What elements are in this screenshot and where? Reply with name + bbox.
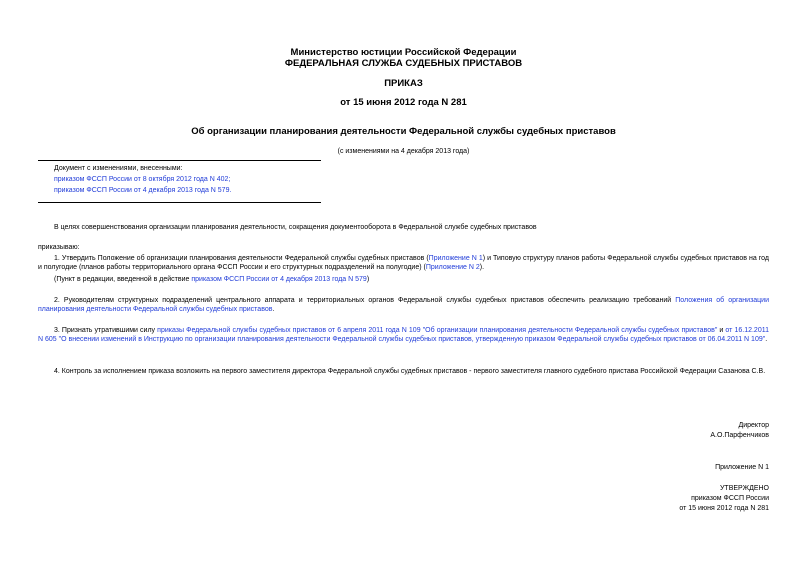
paragraph-1-note (54, 275, 369, 284)
date-number-heading: от 15 июня 2012 года N 281 (340, 97, 467, 108)
amendment-link-1[interactable]: приказом ФССП России от 8 октября 2012 года N 402; (54, 176, 231, 183)
document-title: Об организации планирования деятельности Федеральной службы судебных приставов (191, 126, 616, 137)
order-word: приказываю: (38, 244, 80, 251)
service-heading: ФЕДЕРАЛЬНАЯ СЛУЖБА СУДЕБНЫХ ПРИСТАВОВ (284, 58, 523, 69)
changes-intro: Документ с изменениями, внесенными: (54, 165, 183, 172)
p1-note-text: (Пункт в редакции, введенной в действие (54, 276, 192, 283)
regulation-link[interactable]: Положения об организации планирования деятельности Федеральной службы судебных приставов (38, 297, 769, 314)
doc-type-heading: ПРИКАЗ (384, 78, 423, 89)
signature-position: Директор (738, 422, 769, 429)
appendix-date: от 15 июня 2012 года N 281 (679, 505, 769, 512)
p3-text-3: . (765, 336, 768, 344)
order-109-link[interactable]: приказы Федеральной службы судебных приставов от 6 апреля 2011 года N 109 "Об организации планирования деятельности Федеральной службы судебных приставов" (157, 327, 718, 334)
p3-text-1: 3. Признать утратившими силу (54, 327, 158, 334)
p2-text-2: . (272, 306, 275, 314)
appendix-by-order: приказом ФССП России (691, 495, 769, 502)
paragraph-3 (38, 326, 769, 345)
appendix-2-link[interactable]: Приложение N 2 (425, 264, 480, 272)
signature-name: А.О.Парфенчиков (710, 432, 769, 439)
amendment-link-2[interactable]: приказом ФССП России от 4 декабря 2013 года N 579. (54, 187, 232, 194)
appendix-1-link[interactable]: Приложение N 1 (428, 255, 483, 262)
appendix-label: Приложение N 1 (715, 464, 769, 471)
p1-text-1: 1. Утвердить Положение об организации планирования деятельности Федеральной службы судебных приставов ( (54, 255, 429, 262)
appendix-approved: УТВЕРЖДЕНО (719, 485, 769, 492)
p3-text-2: и (717, 327, 726, 334)
p2-text-1: 2. Руководителям структурных подразделений центрального аппарата и территориальных органов Федеральной службы судебных приставов обеспечить реализацию требований (54, 297, 676, 304)
paragraph-4: 4. Контроль за исполнением приказа возложить на первого заместителя директора Федеральной службы судебных приставов - первого заместителя главного судебного пристава Российской Федерации Сазанова С.В. (54, 368, 766, 375)
paragraph-2 (38, 296, 769, 315)
ministry-heading: Министерство юстиции Российской Федерации (290, 47, 517, 58)
p1-note-end: ) (366, 276, 370, 283)
changes-top-divider (38, 160, 321, 161)
preamble-text: В целях совершенствования организации планирования деятельности, сокращения документооборота в Федеральной службе судебных приставов (54, 224, 537, 231)
order-605-link[interactable]: от 16.12.2011 N 605 "О внесении изменений в Инструкцию по организации планирования деятельности Федеральной службы судебных приставов, утвержденную приказом Федеральной службы судебных приставов от 06.04.2011 N 109" (38, 327, 769, 344)
p1-text-3: ). (479, 264, 485, 272)
amendment-note: (с изменениями на 4 декабря 2013 года) (337, 148, 470, 155)
order-579-link[interactable]: приказом ФССП России от 4 декабря 2013 года N 579 (191, 276, 367, 283)
p1-text-2: ) и Типовую структуру планов работы Федеральной службы судебных приставов на год и полугодие (планов работы территориального органа ФССП России и его структурных подразделений на полугодие) ( (38, 255, 770, 272)
changes-bottom-divider (38, 202, 321, 203)
paragraph-1 (38, 254, 769, 273)
